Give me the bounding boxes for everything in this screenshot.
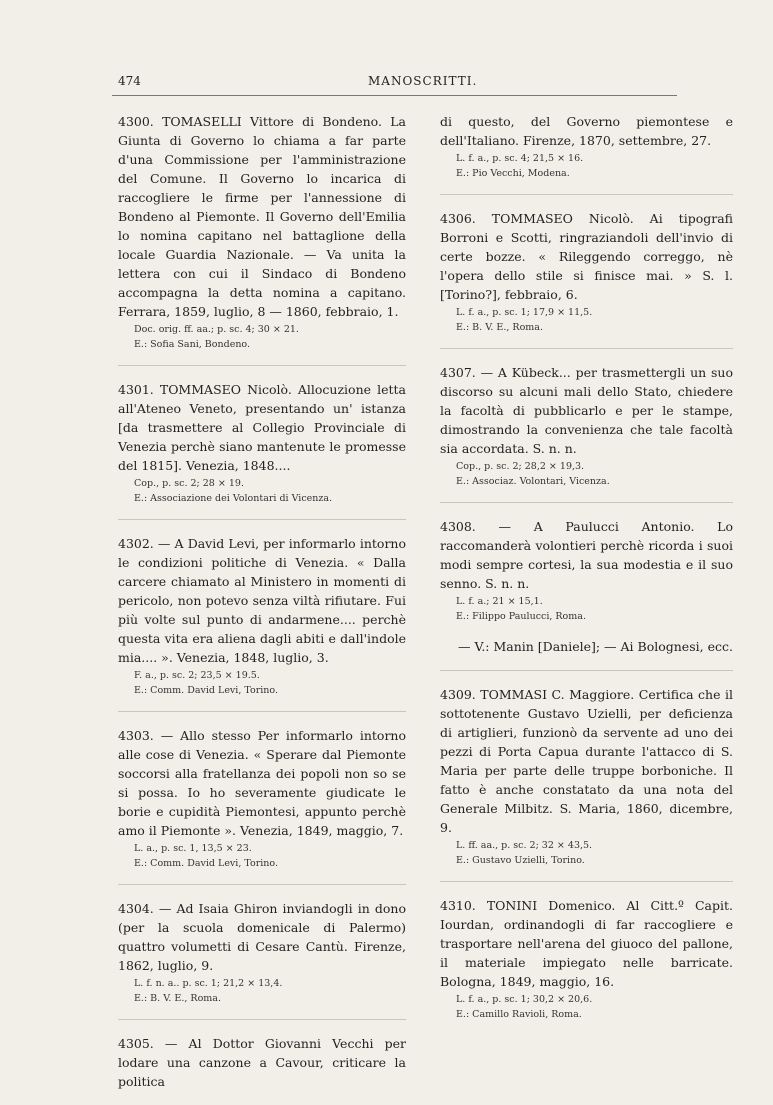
entry-source: E.: Sofia Sani, Bondeno.	[134, 339, 251, 350]
page-header	[118, 74, 678, 94]
entry-meta: Cop., p. sc. 2; 28,2 × 19,3.	[456, 461, 585, 472]
cross-reference-note	[440, 637, 733, 656]
entry-text: 4307. — A Kübeck... per trasmettergli un suo discorso su alcuni mali dello Stato, chiedere la facoltà di pubblicarlo e per le stampe, dimostrando la convenienza che tale facoltà sia accordata. S. n. n.	[440, 365, 733, 456]
entry-4310	[440, 896, 733, 1021]
divider	[440, 502, 733, 503]
entry-text: 4302. — A David Levi, per informarlo intorno le condizioni politiche di Venezia. « Dalla carcere chiamato al Ministero in momenti di pericolo, non potevo senza viltà rifiutare. Fui più volte sul punto di andarmene.... perchè questa vita era aliena dagli abiti e dall'indole mia.... ». Venezia, 1848, luglio, 3.	[118, 536, 406, 665]
entry-source: E.: Camillo Ravioli, Roma.	[456, 1009, 582, 1020]
entry-meta: L. f. a.; 21 × 15,1.	[456, 596, 543, 607]
entry-4305	[118, 1034, 406, 1091]
entry-meta: F. a., p. sc. 2; 23,5 × 19.5.	[134, 670, 260, 681]
entry-source: E.: Associazione dei Volontari di Vicenza.	[134, 493, 333, 504]
entry-text: 4303. — Allo stesso Per informarlo intorno alle cose di Venezia. « Sperare dal Piemonte soccorsi alla fratellanza dei popoli non so se si possa. Io ho severamente giudicate le borie e cupidità Piemontesi, appunto perchè amo il Piemonte ». Venezia, 1849, maggio, 7.	[118, 728, 406, 838]
entry-4302	[118, 534, 406, 697]
entry-meta: L. f. a., p. sc. 4; 21,5 × 16.	[456, 153, 584, 164]
entry-source: E.: Pio Vecchi, Modena.	[456, 168, 570, 179]
entry-source: E.: B. V. E., Roma.	[456, 322, 543, 333]
divider	[118, 884, 406, 885]
divider	[118, 519, 406, 520]
entry-4301	[118, 380, 406, 505]
entry-text: di questo, del Governo piemontese e dell'Italiano. Firenze, 1870, settembre, 27.	[440, 114, 733, 148]
entry-source: E.: Comm. David Levi, Torino.	[134, 685, 278, 696]
entry-4308	[440, 517, 733, 623]
entry-text: 4301. TOMMASEO Nicolò. Allocuzione letta all'Ateneo Veneto, presentando un' istanza [da trasmettere al Collegio Provinciale di Venezia perchè siano mantenute le promesse del 1815]. Venezia, 1848....	[118, 382, 406, 473]
entry-text: 4308. — A Paulucci Antonio. Lo raccomanderà volontieri perchè ricorda i suoi modi sempre cortesi, la sua modestia e il suo senno. S. n. n.	[440, 519, 733, 591]
entry-4309	[440, 685, 733, 867]
entry-4307	[440, 363, 733, 488]
entry-text: 4304. — Ad Isaia Ghiron inviandogli in dono (per la scuola domenicale di Palermo) quattro volumetti di Cesare Cantù. Firenze, 1862, luglio, 9.	[118, 901, 406, 973]
entry-4305-cont	[440, 112, 733, 180]
divider	[440, 348, 733, 349]
entry-text: 4306. TOMMASEO Nicolò. Ai tipografi Borroni e Scotti, ringraziandoli dell'invio di certe bozze. « Rileggendo correggo, nè l'opera dello stile si finisce mai. » S. l. [Torino?], febbraio, 6.	[440, 211, 733, 302]
entry-4300	[118, 112, 406, 351]
entry-source: E.: Gustavo Uzielli, Torino.	[456, 855, 585, 866]
entry-4306	[440, 209, 733, 334]
entry-source: E.: B. V. E., Roma.	[134, 993, 221, 1004]
divider	[118, 1019, 406, 1020]
entry-source: E.: Associaz. Volontari, Vicenza.	[456, 476, 610, 487]
entry-text: 4309. TOMMASI C. Maggiore. Certifica che il sottotenente Gustavo Uzielli, per deficienza di artiglieri, funzionò da servente ad uno dei pezzi di Porta Capua durante l'attacco di S. Maria per parte delle truppe borboniche. Il fatto è anche constatato da una nota del Generale Milbitz. S. Maria, 1860, dicembre, 9.	[440, 687, 733, 835]
page-number: 474	[118, 74, 141, 88]
divider	[118, 365, 406, 366]
running-title: MANOSCRITTI.	[368, 74, 478, 88]
entry-4304	[118, 899, 406, 1005]
entry-meta: Doc. orig. ff. aa.; p. sc. 4; 30 × 21.	[134, 324, 299, 335]
entry-meta: L. ff. aa., p. sc. 2; 32 × 43,5.	[456, 840, 593, 851]
entry-text: 4310. TONINI Domenico. Al Citt.º Capit. Iourdan, ordinandogli di far raccogliere e trasportare nell'arena del giuoco del pallone, il materiale impiegato nelle barricate. Bologna, 1849, maggio, 16.	[440, 898, 733, 989]
entry-source: E.: Filippo Paulucci, Roma.	[456, 611, 586, 622]
divider	[440, 670, 733, 671]
divider	[118, 711, 406, 712]
entry-text: — V.: Manin [Daniele]; — Ai Bolognesi, ecc.	[458, 639, 733, 654]
entry-meta: L. f. a., p. sc. 1; 17,9 × 11,5.	[456, 307, 593, 318]
entry-source: E.: Comm. David Levi, Torino.	[134, 858, 278, 869]
entry-meta: L. f. n. a.. p. sc. 1; 21,2 × 13,4.	[134, 978, 283, 989]
divider	[440, 194, 733, 195]
entry-meta: L. f. a., p. sc. 1; 30,2 × 20,6.	[456, 994, 593, 1005]
entry-text: 4300. TOMASELLI Vittore di Bondeno. La Giunta di Governo lo chiama a far parte d'una Commissione per l'amministrazione del Comune. Il Governo lo incarica di raccogliere le firme per l'annessione di Bondeno al Piemonte. Il Governo dell'Emilia lo nomina capitano nel battaglione della locale Guardia Nazionale. — Va unita la lettera con cui il Sindaco di Bondeno accompagna la detta nomina a capitano. Ferrara, 1859, luglio, 8 — 1860, febbraio, 1.	[118, 114, 406, 319]
entry-text: 4305. — Al Dottor Giovanni Vecchi per lodare una canzone a Cavour, criticare la politica	[118, 1036, 406, 1089]
entry-meta: Cop., p. sc. 2; 28 × 19.	[134, 478, 244, 489]
left-column	[118, 112, 406, 1105]
right-column	[440, 112, 733, 1035]
entry-meta: L. a., p. sc. 1, 13,5 × 23.	[134, 843, 252, 854]
divider	[440, 881, 733, 882]
entry-4303	[118, 726, 406, 870]
header-rule	[112, 95, 677, 96]
